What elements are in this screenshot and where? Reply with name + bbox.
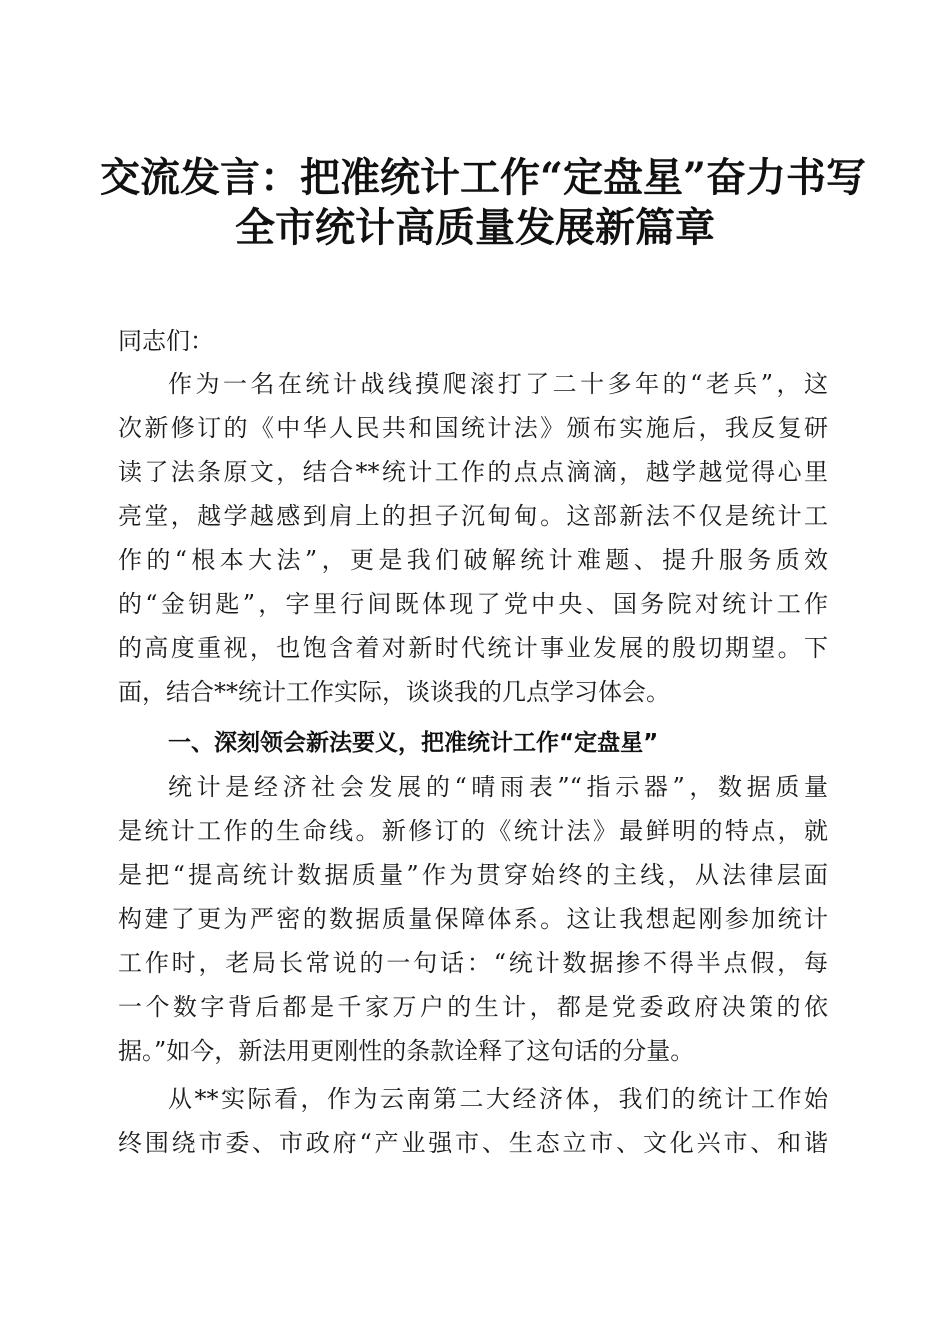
paragraph-1-line: 作为一名在统计战线摸爬滚打了二十多年的“老兵”，这 xyxy=(168,370,828,398)
document-title-line-2: 全市统计高质量发展新篇章 xyxy=(235,204,715,251)
paragraph-1-line: 的“金钥匙”，字里行间既体现了党中央、国务院对统计工作 xyxy=(118,590,828,618)
paragraph-2-line: 是把“提高统计数据质量”作为贯穿始终的主线，从法律层面 xyxy=(118,861,828,889)
paragraph-1-line: 次新修订的《中华人民共和国统计法》颁布实施后，我反复研 xyxy=(118,414,828,442)
paragraph-3-line: 终围绕市委、市政府“产业强市、生态立市、文化兴市、和谐 xyxy=(118,1129,828,1157)
paragraph-1-line: 亮堂，越学越感到肩上的担子沉甸甸。这部新法不仅是统计工 xyxy=(118,502,828,530)
paragraph-2-line: 据。”如今，新法用更刚性的条款诠释了这句话的分量。 xyxy=(118,1037,695,1065)
paragraph-1-line: 面，结合**统计工作实际，谈谈我的几点学习体会。 xyxy=(118,678,670,706)
paragraph-3-line: 从**实际看，作为云南第二大经济体，我们的统计工作始 xyxy=(168,1085,828,1113)
paragraph-1-line: 作的“根本大法”，更是我们破解统计难题、提升服务质效 xyxy=(118,546,828,574)
paragraph-2-line: 一个数字背后都是千家万户的生计，都是党委政府决策的依 xyxy=(118,993,828,1021)
paragraph-1-line: 的高度重视，也饱含着对新时代统计事业发展的殷切期望。下 xyxy=(118,634,828,662)
salutation: 同志们： xyxy=(118,327,214,355)
paragraph-2-line: 是统计工作的生命线。新修订的《统计法》最鲜明的特点，就 xyxy=(118,817,828,845)
paragraph-2-line: 工作时，老局长常说的一句话：“统计数据掺不得半点假，每 xyxy=(118,949,828,977)
paragraph-2-line: 构建了更为严密的数据质量保障体系。这让我想起刚参加统计 xyxy=(118,905,828,933)
document-title-line-1: 交流发言：把准统计工作“定盘星”奋力书写 xyxy=(100,154,867,201)
paragraph-2-line: 统计是经济社会发展的“晴雨表”“指示器”，数据质量 xyxy=(168,773,828,801)
section-1-heading: 一、深刻领会新法要义，把准统计工作“定盘星” xyxy=(168,730,659,756)
paragraph-1-line: 读了法条原文，结合**统计工作的点点滴滴，越学越觉得心里 xyxy=(118,458,828,486)
